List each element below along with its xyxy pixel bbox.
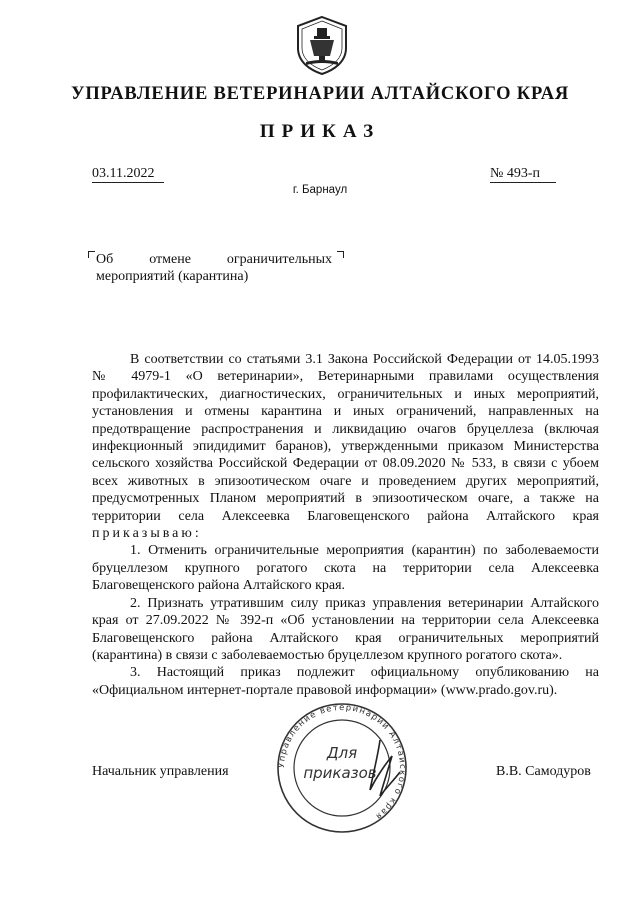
document-number: № 493-п [490, 166, 556, 183]
organization-title: УПРАВЛЕНИЕ ВЕТЕРИНАРИИ АЛТАЙСКОГО КРАЯ [70, 84, 570, 104]
stamp-line-2: приказов [303, 764, 377, 782]
preamble-text: В соответствии со статьями 3.1 Закона Российской Федерации от 14.05.1993 № 4979-1 «О ветеринарии», Ветеринарными правилами осуществления профилактических, диагностических, ограничительных и иных мероприятий, установления и отмены карантина и иных ограничений, направленных на предотвращение распространения и ликвидацию очагов бруцеллеза (включая инфекционный эпидидимит баранов), утвержденными приказом Министерства сельского хозяйства Российской Федерации от 08.09.2020 № 533, в связи с убоем всех животных в эпизоотическом очаге и проведением других мероприятий, предусмотренных Планом мероприятий в эпизоотическом очаге, а также на территории села Алексеевка Благовещенского района Алтайского края [92, 352, 599, 524]
document-body [92, 351, 599, 699]
item-2: 2. Признать утратившим силу приказ управления ветеринарии Алтайского края от 27.09.2022 № 392-п «Об установлении на территории села Алексеевка Благовещенского района Алтайского края ограничительных мероприятий (карантина) в связи с заболеваемостью бруцеллезом крупного рогатого скота». [92, 595, 599, 663]
stamp-ring-text: Управление ветеринарии Алтайского края [276, 702, 408, 822]
subject-word: ограничительных [226, 252, 332, 267]
preamble-paragraph [92, 351, 599, 542]
document-city: г. Барнаул [292, 184, 348, 196]
document-date: 03.11.2022 [92, 166, 164, 183]
signer-name: В.В. Самодуров [496, 764, 591, 779]
subject-corner-left [88, 251, 95, 258]
stamp-seal [262, 700, 422, 836]
document-subject [96, 251, 332, 285]
decree-word: приказываю: [92, 526, 202, 542]
coat-of-arms-icon [290, 14, 354, 76]
document-type-title: ПРИКАЗ [259, 121, 381, 142]
signer-title: Начальник управления [92, 764, 229, 779]
subject-word: отмене [149, 252, 191, 267]
stamp-line-1: Для [326, 744, 358, 762]
subject-line-1 [96, 251, 332, 268]
item-3: 3. Настоящий приказ подлежит официальному опубликованию на «Официальном интернет-портале правовой информации» (www.prado.gov.ru). [92, 665, 599, 698]
subject-line-2: мероприятий (карантина) [96, 269, 249, 284]
subject-word: Об [96, 252, 114, 267]
item-1: 1. Отменить ограничительные мероприятия (карантин) по заболеваемости бруцеллезом крупного рогатого скота на территории села Алексеевка Благовещенского района Алтайского края. [92, 543, 599, 594]
subject-corner-right [337, 251, 344, 258]
